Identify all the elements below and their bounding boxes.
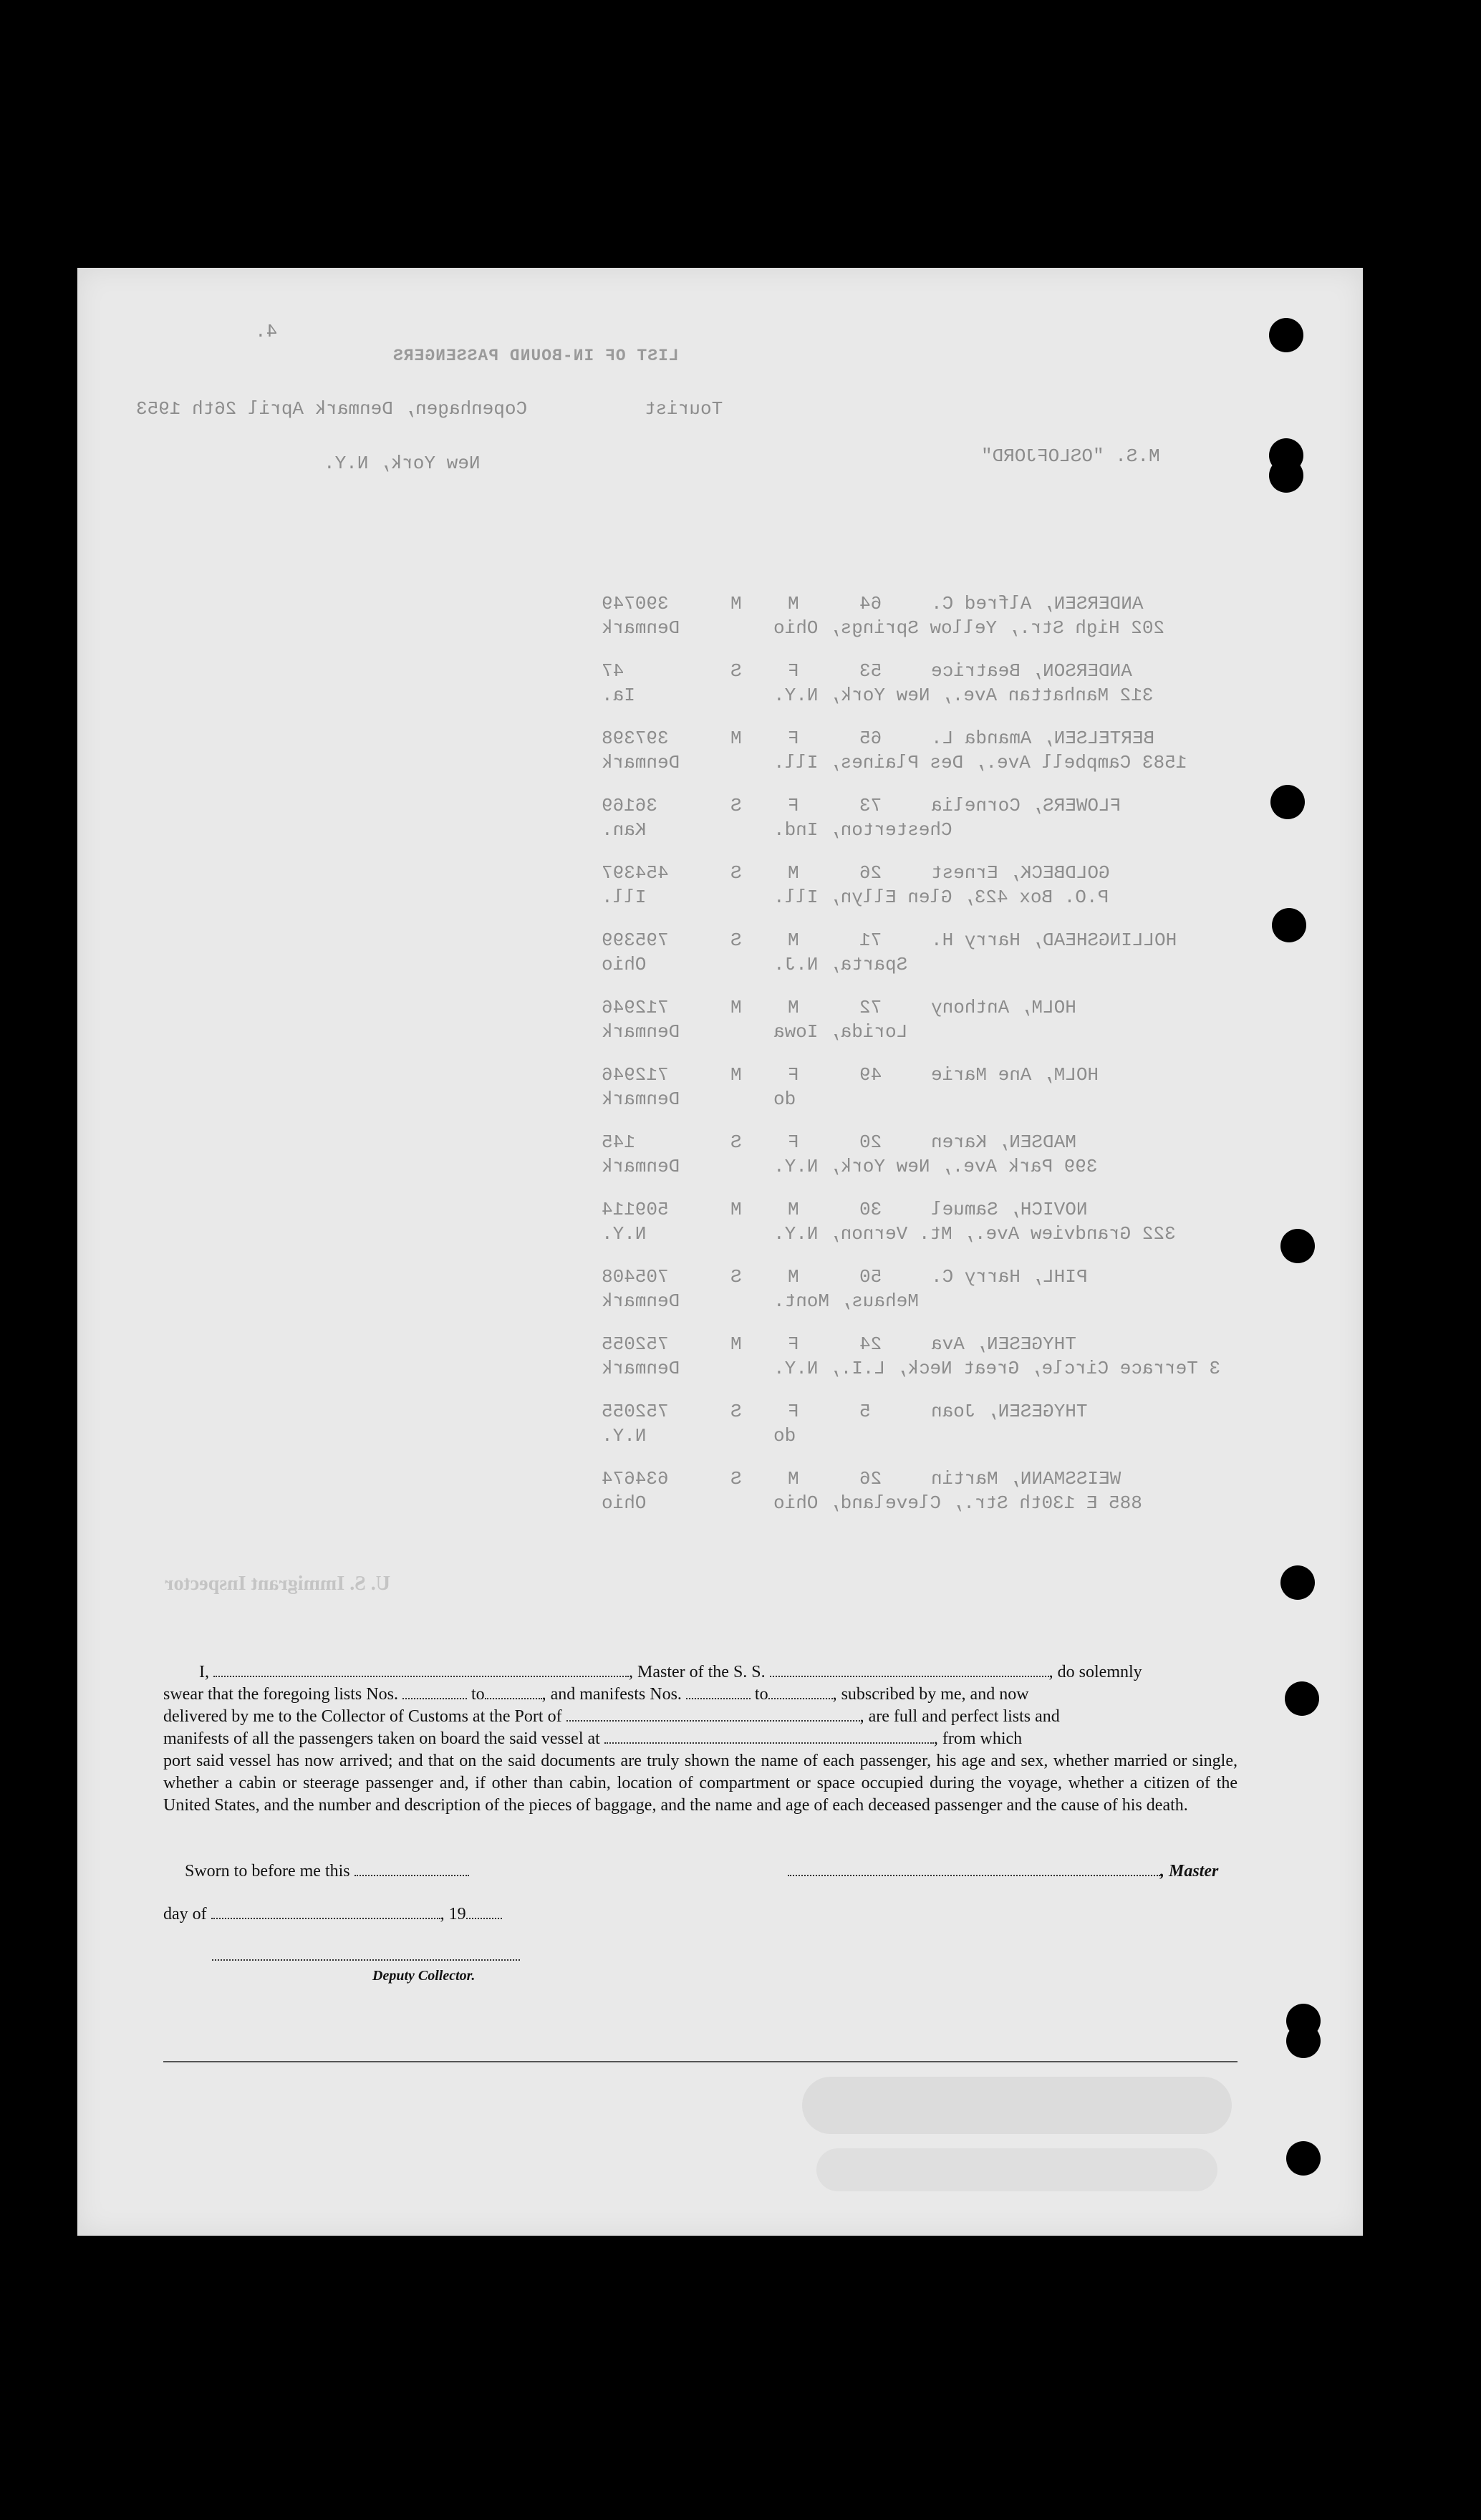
passenger-sex: M bbox=[788, 930, 799, 951]
passenger-marital: S bbox=[730, 930, 742, 951]
passenger-address: 202 High Str., Yellow Springs, Ohio bbox=[773, 617, 1165, 639]
punch-hole bbox=[1280, 1565, 1315, 1600]
departure: Copenhagen, Denmark April 26th 1953 bbox=[136, 398, 528, 420]
punch-hole bbox=[1270, 785, 1305, 819]
passenger-age: 5 bbox=[859, 1401, 871, 1422]
passenger-age: 64 bbox=[859, 593, 882, 614]
passenger-place: Denmark bbox=[602, 1088, 680, 1110]
passenger-entry bbox=[372, 660, 1160, 710]
passenger-name: FLOWERS, Cornelia bbox=[931, 795, 1121, 816]
passenger-sex: M bbox=[788, 593, 799, 614]
passenger-address: do bbox=[773, 1425, 796, 1447]
passenger-age: 26 bbox=[859, 862, 882, 884]
punch-hole bbox=[1286, 2141, 1321, 2176]
passenger-address: 312 Manhattan Ave., New York, N.Y. bbox=[773, 685, 1154, 706]
punch-hole bbox=[1280, 1229, 1315, 1263]
punch-hole bbox=[1269, 458, 1303, 493]
passenger-entry bbox=[372, 1131, 1160, 1182]
passenger-address: do bbox=[773, 1088, 796, 1110]
passenger-name: MADSEN, Karen bbox=[931, 1131, 1076, 1153]
passenger-address: Lorida, Iowa bbox=[773, 1021, 908, 1043]
passenger-sex: F bbox=[788, 1333, 799, 1355]
passenger-place: Ohio bbox=[602, 954, 647, 975]
passenger-address: 399 Park Ave., New York, N.Y. bbox=[773, 1156, 1098, 1177]
ghost-stamp bbox=[816, 2148, 1217, 2191]
passenger-marital: M bbox=[730, 1199, 742, 1220]
passenger-address: Chesterton, Ind. bbox=[773, 819, 952, 841]
passenger-name: WEISSMANN, Martin bbox=[931, 1468, 1121, 1490]
passenger-marital: S bbox=[730, 1131, 742, 1153]
oath-text: I, , Master of the S. S. , do solemnly swear that the foregoing lists Nos. to , and manifests Nos. to , subscribed by me, and now delivered by me to the Collector of Customs at the Port of , are full and perfect lists and manifests of all the passengers taken on board the said vessel at , from which port said vessel has now arrived; and that on the said documents are truly shown the name of each passenger, his age and sex, whether married or single, whether a cabin or steerage passenger and, if other than cabin, location of compartment or space occupied during the voyage, whether a citizen of the United States, and the number and description of the pieces of baggage, and the name and age of each deceased passenger and the cause of his death. bbox=[163, 1663, 1238, 1815]
ghost-stamp bbox=[802, 2077, 1232, 2134]
passenger-address: 3 Terrace Circle, Great Neck, L.I., N.Y. bbox=[773, 1358, 1221, 1379]
passenger-place: N.Y. bbox=[602, 1223, 647, 1245]
passenger-number: 634674 bbox=[602, 1468, 669, 1490]
passenger-number: 390749 bbox=[602, 593, 669, 614]
passenger-name: HOLM, Anthony bbox=[931, 997, 1076, 1018]
passenger-marital: S bbox=[730, 660, 742, 682]
passenger-entry bbox=[372, 1333, 1221, 1384]
passenger-name: PIHL, Harry C. bbox=[931, 1266, 1088, 1288]
passenger-sex: M bbox=[788, 1199, 799, 1220]
passenger-marital: M bbox=[730, 593, 742, 614]
voyage-class: Tourist bbox=[645, 398, 723, 420]
passenger-age: 53 bbox=[859, 660, 882, 682]
passenger-place: Denmark bbox=[602, 1156, 680, 1177]
passenger-name: ANDERSEN, Alfred C. bbox=[931, 593, 1144, 614]
deputy-label: Deputy Collector. bbox=[372, 1968, 476, 1984]
passenger-age: 24 bbox=[859, 1333, 882, 1355]
passenger-address: P.O. Box 423, Glen Ellyn, Ill. bbox=[773, 887, 1109, 908]
passenger-number: 712946 bbox=[602, 997, 669, 1018]
passenger-entry bbox=[372, 997, 1160, 1047]
passenger-entry bbox=[372, 1266, 1160, 1316]
passenger-age: 71 bbox=[859, 930, 882, 951]
passenger-age: 49 bbox=[859, 1064, 882, 1086]
passenger-place: Ohio bbox=[602, 1492, 647, 1514]
passenger-sex: F bbox=[788, 1064, 799, 1086]
passenger-address: Sparta, N.J. bbox=[773, 954, 908, 975]
passenger-address: Mehaus, Mont. bbox=[773, 1290, 919, 1312]
day-of-line: day of , 19 bbox=[163, 1905, 502, 1924]
passenger-sex: M bbox=[788, 1468, 799, 1490]
list-title: LIST OF IN-BOUND PASSENGERS bbox=[392, 347, 679, 365]
passenger-number: 795399 bbox=[602, 930, 669, 951]
passenger-sex: M bbox=[788, 997, 799, 1018]
punch-hole bbox=[1285, 1681, 1319, 1716]
passenger-marital: S bbox=[730, 862, 742, 884]
punch-hole bbox=[1272, 908, 1306, 942]
sworn-label: Sworn to before me this bbox=[185, 1862, 469, 1881]
deputy-signature-line bbox=[212, 1946, 520, 1966]
passenger-entry bbox=[372, 1468, 1160, 1518]
passenger-address: 1583 Campbell Ave., Des Plaines, Ill. bbox=[773, 752, 1187, 773]
passenger-marital: M bbox=[730, 728, 742, 749]
passenger-marital: S bbox=[730, 1401, 742, 1422]
passenger-number: 712946 bbox=[602, 1064, 669, 1086]
passenger-place: Kan. bbox=[602, 819, 647, 841]
passenger-marital: S bbox=[730, 1266, 742, 1288]
passenger-name: BERTELSEN, Amanda L. bbox=[931, 728, 1155, 749]
passenger-age: 73 bbox=[859, 795, 882, 816]
page-number: 4. bbox=[255, 321, 278, 342]
passenger-entry bbox=[372, 862, 1160, 912]
passenger-number: 705408 bbox=[602, 1266, 669, 1288]
punch-hole bbox=[1269, 318, 1303, 352]
passenger-place: Ill. bbox=[602, 887, 647, 908]
master-name-field bbox=[213, 1663, 629, 1677]
passenger-age: 26 bbox=[859, 1468, 882, 1490]
passenger-marital: S bbox=[730, 795, 742, 816]
passenger-place: N.Y. bbox=[602, 1425, 647, 1447]
manifest-page bbox=[77, 268, 1363, 2236]
passenger-place: Denmark bbox=[602, 752, 680, 773]
passenger-name: NOVICH, Samuel bbox=[931, 1199, 1088, 1220]
passenger-number: 752055 bbox=[602, 1333, 669, 1355]
vessel-name: M.S. "OSLOFJORD" bbox=[981, 445, 1160, 467]
passenger-age: 65 bbox=[859, 728, 882, 749]
passenger-entry bbox=[372, 728, 1187, 778]
passenger-number: 145 bbox=[602, 1131, 635, 1153]
passenger-marital: M bbox=[730, 1333, 742, 1355]
passenger-age: 72 bbox=[859, 997, 882, 1018]
passenger-number: 752055 bbox=[602, 1401, 669, 1422]
passenger-name: GOLDBECK, Ernest bbox=[931, 862, 1110, 884]
passenger-entry bbox=[372, 795, 1160, 845]
passenger-entry bbox=[372, 930, 1177, 980]
passenger-age: 30 bbox=[859, 1199, 882, 1220]
passenger-address: 885 E 130th Str., Cleveland, Ohio bbox=[773, 1492, 1142, 1514]
passenger-age: 50 bbox=[859, 1266, 882, 1288]
passenger-number: 397398 bbox=[602, 728, 669, 749]
passenger-name: HOLLINGSHEAD, Harry H. bbox=[931, 930, 1177, 951]
passenger-sex: F bbox=[788, 1401, 799, 1422]
passenger-age: 20 bbox=[859, 1131, 882, 1153]
passenger-address: 322 Grandview Ave., Mt. Vernon, N.Y. bbox=[773, 1223, 1176, 1245]
passenger-sex: F bbox=[788, 728, 799, 749]
inspector-stamp: U. S. Immigrant Inspector bbox=[165, 1573, 390, 1595]
passenger-sex: F bbox=[788, 660, 799, 682]
master-signature: , Master bbox=[788, 1862, 1218, 1881]
passenger-number: 47 bbox=[602, 660, 624, 682]
passenger-marital: S bbox=[730, 1468, 742, 1490]
passenger-entry bbox=[372, 593, 1165, 643]
passenger-place: Denmark bbox=[602, 1358, 680, 1379]
passenger-place: Ia. bbox=[602, 685, 635, 706]
passenger-name: HOLM, Ane Marie bbox=[931, 1064, 1099, 1086]
passenger-number: 454397 bbox=[602, 862, 669, 884]
passenger-entry bbox=[372, 1064, 1160, 1114]
passenger-number: 36169 bbox=[602, 795, 658, 816]
passenger-sex: M bbox=[788, 862, 799, 884]
arrival-port: New York, N.Y. bbox=[324, 453, 481, 474]
passenger-name: THYGESEN, Joan bbox=[931, 1401, 1088, 1422]
passenger-place: Denmark bbox=[602, 617, 680, 639]
passenger-entry bbox=[372, 1401, 1160, 1451]
passenger-sex: F bbox=[788, 1131, 799, 1153]
punch-hole bbox=[1286, 2024, 1321, 2058]
passenger-sex: F bbox=[788, 795, 799, 816]
passenger-name: THYGESEN, Ava bbox=[931, 1333, 1076, 1355]
vessel-field bbox=[770, 1663, 1049, 1677]
passenger-marital: M bbox=[730, 1064, 742, 1086]
passenger-marital: M bbox=[730, 997, 742, 1018]
footer-rule bbox=[163, 2061, 1238, 2062]
passenger-place: Denmark bbox=[602, 1290, 680, 1312]
passenger-entry bbox=[372, 1199, 1176, 1249]
passenger-sex: M bbox=[788, 1266, 799, 1288]
passenger-number: 509114 bbox=[602, 1199, 669, 1220]
passenger-name: ANDERSON, Beatrice bbox=[931, 660, 1132, 682]
passenger-place: Denmark bbox=[602, 1021, 680, 1043]
